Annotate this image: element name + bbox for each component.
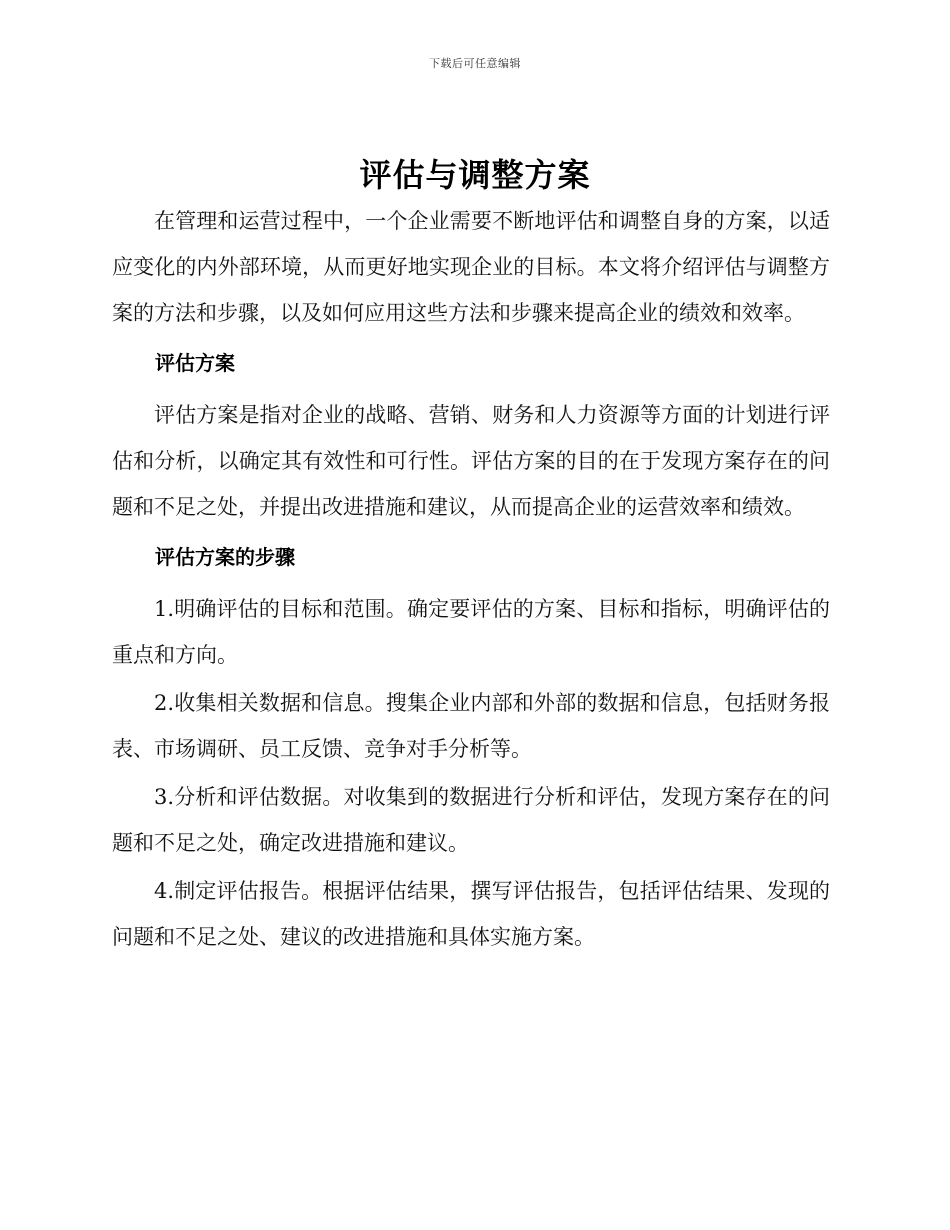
document-body — [112, 198, 830, 962]
step-item-1: 1.明确评估的目标和范围。确定要评估的方案、目标和指标，明确评估的重点和方向。 — [112, 597, 830, 667]
document-title: 评估与调整方案 — [359, 156, 591, 194]
step-item-4: 4.制定评估报告。根据评估结果，撰写评估报告，包括评估结果、发现的问题和不足之处、建议的改进措施和具体实施方案。 — [112, 879, 830, 949]
step-item-2: 2.收集相关数据和信息。搜集企业内部和外部的数据和信息，包括财务报表、市场调研、员工反馈、竞争对手分析等。 — [112, 691, 830, 761]
step-item-3: 3.分析和评估数据。对收集到的数据进行分析和评估，发现方案存在的问题和不足之处，确定改进措施和建议。 — [112, 785, 830, 855]
section-heading-evaluation: 评估方案 — [155, 351, 235, 375]
section-heading-steps: 评估方案的步骤 — [155, 545, 295, 569]
intro-paragraph: 在管理和运营过程中，一个企业需要不断地评估和调整自身的方案，以适应变化的内外部环境，从而更好地实现企业的目标。本文将介绍评估与调整方案的方法和步骤，以及如何应用这些方法和步骤来提高企业的绩效和效率。 — [112, 209, 830, 325]
page-header: 下载后可任意编辑 — [429, 57, 521, 70]
evaluation-paragraph: 评估方案是指对企业的战略、营销、财务和人力资源等方面的计划进行评估和分析，以确定其有效性和可行性。评估方案的目的在于发现方案存在的问题和不足之处，并提出改进措施和建议，从而提高企业的运营效率和绩效。 — [112, 403, 830, 519]
